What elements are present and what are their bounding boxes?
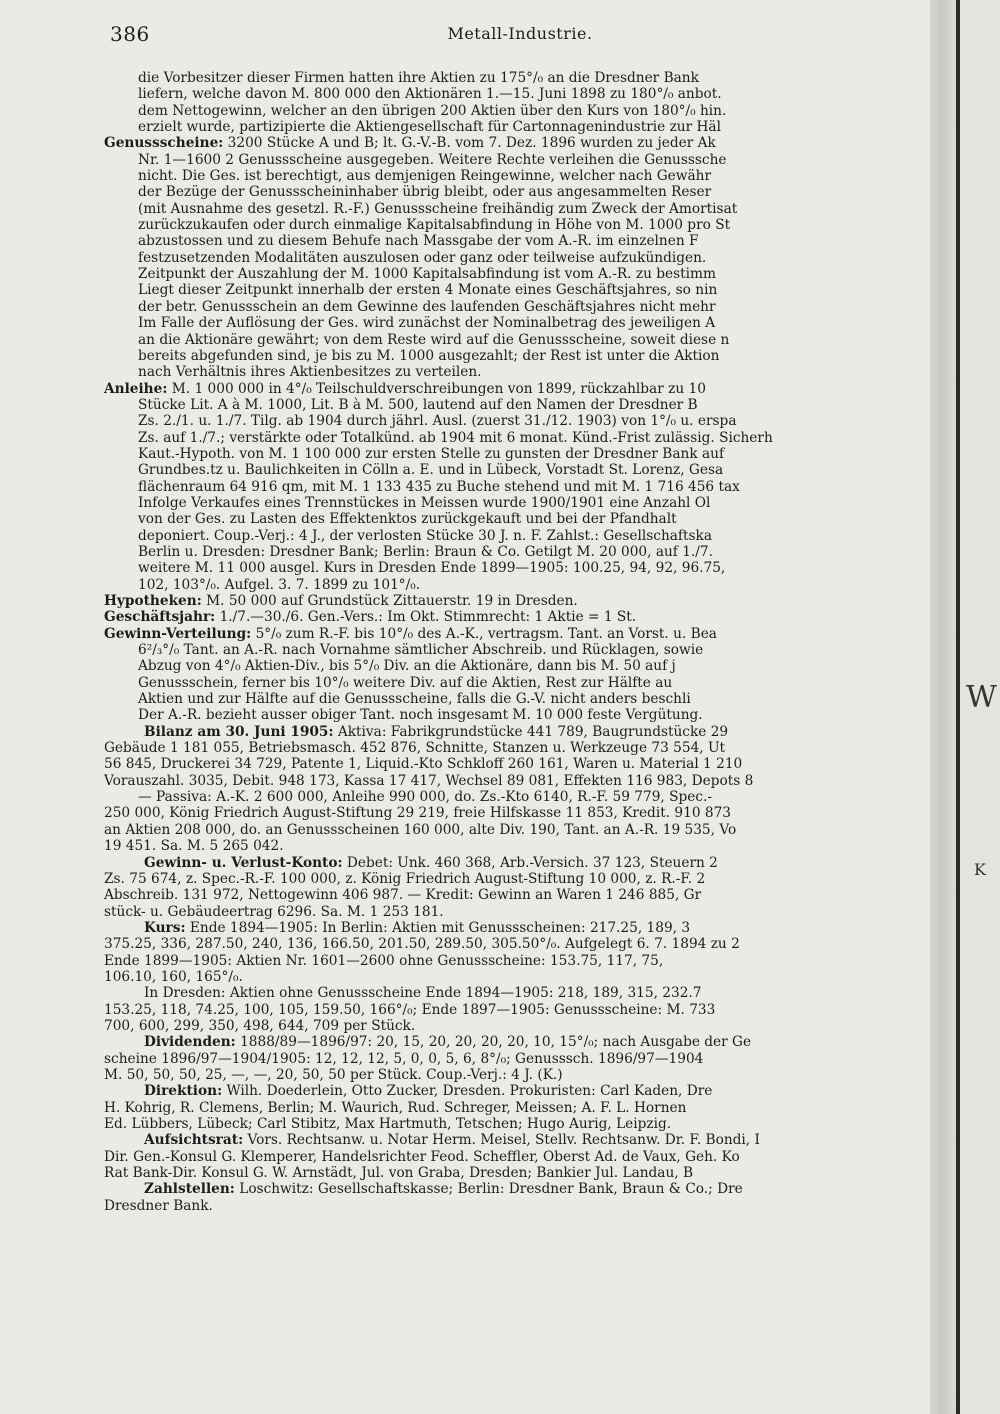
text-line [104,103,918,119]
text-line [104,1002,918,1018]
line-text: an Aktien 208 000, do. an Genussscheinen 160 000, alte Div. 190, Tant. an A.-R. 19 535, Vo [104,821,737,838]
line-text: Ed. Lübbers, Lübeck; Carl Stibitz, Max Hartmuth, Tetschen; Hugo Aurig, Leipzig. [104,1116,672,1132]
line-text: — Passiva: A.-K. 2 600 000, Anleihe 990 000, do. Zs.-Kto 6140, R.-F. 59 779, Spec.- [138,789,712,806]
line-text: flächenraum 64 916 qm, mit M. 1 133 435 zu Buche stehend und mit M. 1 716 456 tax [138,478,740,495]
line-text: liefern, welche davon M. 800 000 den Aktionären 1.—15. Juni 1898 zu 180°/₀ anbot. [138,86,722,103]
line-text: Ende 1894—1905: In Berlin: Aktien mit Genussscheinen: 217.25, 189, 3 [185,919,691,936]
text-line [104,1149,918,1165]
line-text: 106.10, 160, 165°/₀. [104,968,243,985]
line-text: bereits abgefunden sind, je bis zu M. 1000 ausgezahlt; der Rest ist unter die Aktion [138,347,720,364]
text-line [104,364,918,380]
text-line [104,756,918,772]
line-text: 153.25, 118, 74.25, 100, 105, 159.50, 166°/₀; Ende 1897—1905: Genussscheine: M. 733 [104,1001,716,1018]
line-text: dem Nettogewinn, welcher an den übrigen 200 Aktien über den Kurs von 180°/₀ hin. [138,102,727,119]
line-text: Grundbes.tz u. Baulichkeiten in Cölln a. E. und in Lübeck, Vorstadt St. Lorenz, Gesa [138,462,724,479]
text-line [104,1165,918,1181]
line-text: Vorauszahl. 3035, Debit. 948 173, Kassa 17 417, Wechsel 89 081, Effekten 116 983, Depots 8 [104,772,754,789]
line-text: Gebäude 1 181 055, Betriebsmasch. 452 876, Schnitte, Stanzen u. Werkzeuge 73 554, Ut [104,740,726,757]
text-line [104,577,918,593]
line-text: Infolge Verkaufes eines Trennstückes in Meissen wurde 1900/1901 eine Anzahl Ol [138,494,711,511]
line-text: Wilh. Doederlein, Otto Zucker, Dresden. Prokuristen: Carl Kaden, Dre [222,1083,713,1100]
text-line [104,511,918,527]
text-line [104,1067,918,1083]
line-text: M. 1 000 000 in 4°/₀ Teilschuldverschreibungen von 1899, rückzahlbar zu 10 [167,380,706,397]
line-text: Zs. 2./1. u. 1./7. Tilg. ab 1904 durch jährl. Ausl. (zuerst 31./12. 1903) von 1°/₀ u. erspa [138,413,737,430]
line-text: der Bezüge der Genussscheininhaber übrig bleibt, oder aus angesammelten Reser [138,184,712,201]
line-text: Vors. Rechtsanw. u. Notar Herm. Meisel, Stellv. Rechtsanw. Dr. F. Bondi, I [243,1132,760,1149]
text-line [104,887,918,903]
line-text: Der A.-R. bezieht ausser obiger Tant. noch insgesamt M. 10 000 feste Vergütung. [138,707,703,724]
section-label: Anleihe: [104,380,168,397]
line-text: 3200 Stücke A und B; lt. G.-V.-B. vom 7. Dez. 1896 wurden zu jeder Ak [223,135,716,152]
text-line [104,430,918,446]
text-line [104,953,918,969]
text-line [104,217,918,233]
line-text: Dresdner Bank. [104,1197,213,1214]
line-text: Dir. Gen.-Konsul G. Klemperer, Handelsrichter Feod. Scheffler, Oberst Ad. de Vaux, Geh. Ko [104,1148,740,1165]
text-line [104,773,918,789]
section-label: Geschäftsjahr: [104,609,216,626]
section-heading-line [104,593,918,609]
text-line [104,184,918,200]
text-line [104,560,918,576]
line-text: Aktiva: Fabrikgrundstücke 441 789, Baugrundstücke 29 [333,723,729,740]
text-line [104,904,918,920]
running-title: Metall-Industrie. [447,24,593,43]
line-text: H. Kohrig, R. Clemens, Berlin; M. Waurich, Rud. Schreger, Meissen; A. F. L. Hornen [104,1099,687,1116]
text-line [104,740,918,756]
line-text: 6²/₃°/₀ Tant. an A.-R. nach Vornahme sämtlicher Abschreib. und Rücklagen, sowie [138,642,704,659]
section-heading-line [104,1034,918,1050]
text-line [104,233,918,249]
line-text: 1./7.—30./6. Gen.-Vers.: Im Okt. Stimmrecht: 1 Aktie = 1 St. [215,609,637,626]
section-heading-line [104,609,918,625]
line-text: erzielt wurde, partizipierte die Aktiengesellschaft für Cartonnagenindustrie zur Häl [138,119,721,136]
section-heading-line [104,135,918,151]
text-line [104,152,918,168]
text-line [104,1198,918,1214]
text-line [104,86,918,102]
text-line [104,969,918,985]
line-text: 5°/₀ zum R.-F. bis 10°/₀ des A.-K., vertragsm. Tant. an Vorst. u. Bea [251,625,717,642]
text-line [104,446,918,462]
text-line [104,495,918,511]
section-label: Aufsichtsrat: [144,1132,244,1149]
line-text: festzusetzenden Modalitäten auszulosen oder ganz oder teilweise aufzukündigen. [138,249,707,266]
line-text: weitere M. 11 000 ausgel. Kurs in Dresden Ende 1899—1905: 100.25, 94, 92, 96.75, [138,560,726,577]
line-text: nach Verhältnis ihres Aktienbesitzes zu verteilen. [138,364,482,381]
line-text: 102, 103°/₀. Aufgel. 3. 7. 1899 zu 101°/₀. [138,576,421,593]
text-line [104,1116,918,1132]
line-text: Zs. auf 1./7.; verstärkte oder Totalkünd. ab 1904 mit 6 monat. Künd.-Frist zulässig. Sicherh [138,429,773,446]
line-text: 56 845, Druckerei 34 729, Patente 1, Liquid.-Kto Schkloff 260 161, Waren u. Material 1 210 [104,756,743,773]
line-text: Liegt dieser Zeitpunkt innerhalb der ersten 4 Monate eines Geschäftsjahres, so nin [138,282,718,299]
neighbor-fragment: K [974,860,986,879]
section-label: Hypotheken: [104,593,202,609]
page-header [110,22,930,50]
section-heading-line [104,724,918,740]
line-text: der betr. Genussschein an dem Gewinne des laufenden Geschäftsjahres nicht mehr [138,298,716,315]
text-line [104,528,918,544]
line-text: Nr. 1—1600 2 Genussscheine ausgegeben. Weitere Rechte verleihen die Genusssche [138,151,727,168]
text-line [104,1051,918,1067]
text-line [104,119,918,135]
section-label: Direktion: [144,1083,223,1100]
line-text: 1888/89—1896/97: 20, 15, 20, 20, 20, 20, 10, 15°/₀; nach Ausgabe der Ge [235,1034,752,1051]
line-text: M. 50 000 auf Grundstück Zittauerstr. 19 in Dresden. [201,593,578,609]
line-text: Ende 1899—1905: Aktien Nr. 1601—2600 ohne Genussscheine: 153.75, 117, 75, [104,952,664,969]
line-text: M. 50, 50, 50, 25, —, —, 20, 50, 50 per Stück. Coup.-Verj.: 4 J. (K.) [104,1066,563,1083]
text-line [104,675,918,691]
text-line [104,691,918,707]
line-text: scheine 1896/97—1904/1905: 12, 12, 12, 5, 0, 0, 5, 6, 8°/₀; Genusssch. 1896/97—1904 [104,1050,704,1067]
line-text: Rat Bank-Dir. Konsul G. W. Arnstädt, Jul. von Graba, Dresden; Bankier Jul. Landau, B [104,1165,694,1182]
text-line [104,707,918,723]
line-text: an die Aktionäre gewährt; von dem Reste wird auf die Genussscheine, soweit diese n [138,331,730,348]
text-line [104,871,918,887]
line-text: (mit Ausnahme des gesetzl. R.-F.) Genussscheine freihändig zum Zweck der Amortisat [138,200,738,217]
text-line [104,397,918,413]
line-text: Stücke Lit. A à M. 1000, Lit. B à M. 500, lautend auf den Namen der Dresdner B [138,396,698,413]
line-text: abzustossen und zu diesem Behufe nach Massgabe der vom A.-R. im einzelnen F [138,233,699,250]
text-line [104,413,918,429]
neighbor-page-edge [960,0,1000,1414]
section-heading-line [104,920,918,936]
line-text: Debet: Unk. 460 368, Arb.-Versich. 37 123, Steuern 2 [342,854,718,871]
section-label: Gewinn- u. Verlust-Konto: [144,854,343,871]
section-heading-line [104,1083,918,1099]
text-line [104,789,918,805]
text-line [104,266,918,282]
line-text: 19 451. Sa. M. 5 265 042. [104,838,284,855]
line-text: nicht. Die Ges. ist berechtigt, aus demjenigen Reingewinne, welcher nach Gewähr [138,168,712,185]
line-text: 250 000, König Friedrich August-Stiftung 29 219, freie Hilfskasse 11 853, Kredit. 910 873 [104,805,732,822]
text-line [104,348,918,364]
text-line [104,936,918,952]
text-line [104,822,918,838]
line-text: von der Ges. zu Lasten des Effektenktos zurückgekauft und bei der Pfandhalt [138,511,677,528]
line-text: Berlin u. Dresden: Dresdner Bank; Berlin: Braun & Co. Getilgt M. 20 000, auf 1./7. [138,543,713,560]
section-label: Kurs: [144,919,186,936]
text-line [104,168,918,184]
text-line [104,985,918,1001]
text-line [104,479,918,495]
line-text: deponiert. Coup.-Verj.: 4 J., der verlosten Stücke 30 J. n. F. Zahlst.: Gesellschaftska [138,527,712,544]
page-number: 386 [110,22,150,46]
line-text: 375.25, 336, 287.50, 240, 136, 166.50, 201.50, 289.50, 305.50°/₀. Aufgelegt 6. 7. 1894 zu 2 [104,936,740,953]
line-text: 700, 600, 299, 350, 498, 644, 709 per Stück. [104,1017,416,1034]
text-line [104,201,918,217]
line-text: Im Falle der Auflösung der Ges. wird zunächst der Nominalbetrag des jeweiligen A [138,315,716,332]
text-line [104,70,918,86]
line-text: Aktien und zur Hälfte auf die Genussscheine, falls die G.-V. nicht anders beschli [138,691,691,708]
section-label: Genussscheine: [104,135,224,152]
section-heading-line [104,855,918,871]
text-line [104,299,918,315]
text-line [104,462,918,478]
text-line [104,642,918,658]
line-text: Abzug von 4°/₀ Aktien-Div., bis 5°/₀ Div. an die Aktionäre, dann bis M. 50 auf j [138,658,676,675]
text-line [104,544,918,560]
line-text: Genussschein, ferner bis 10°/₀ weitere Div. auf die Aktien, Rest zur Hälfte au [138,674,673,691]
line-text: Loschwitz: Gesellschaftskasse; Berlin: Dresdner Bank, Braun & Co.; Dre [234,1181,743,1198]
line-text: zurückzukaufen oder durch einmalige Kapitalsabfindung in Höhe von M. 1000 pro St [138,217,731,234]
text-line [104,1100,918,1116]
document-body [104,70,918,1214]
section-label: Bilanz am 30. Juni 1905: [144,723,334,740]
section-heading-line [104,381,918,397]
line-text: stück- u. Gebäudeertrag 6296. Sa. M. 1 253 181. [104,903,444,920]
line-text: Abschreib. 131 972, Nettogewinn 406 987. — Kredit: Gewinn an Waren 1 246 885, Gr [104,887,702,904]
text-line [104,250,918,266]
section-label: Gewinn-Verteilung: [104,625,252,642]
text-line [104,315,918,331]
section-label: Dividenden: [144,1034,236,1051]
text-line [104,805,918,821]
section-heading-line [104,1132,918,1148]
text-line [104,658,918,674]
text-line [104,282,918,298]
text-line [104,332,918,348]
line-text: die Vorbesitzer dieser Firmen hatten ihre Aktien zu 175°/₀ an die Dresdner Bank [138,70,699,86]
text-line [104,838,918,854]
line-text: Kaut.-Hypoth. von M. 1 100 000 zur ersten Stelle zu gunsten der Dresdner Bank auf [138,445,725,462]
line-text: In Dresden: Aktien ohne Genussscheine Ende 1894—1905: 218, 189, 315, 232.7 [144,985,702,1002]
text-line [104,1018,918,1034]
page-gutter [930,0,956,1414]
section-heading-line [104,626,918,642]
section-label: Zahlstellen: [144,1181,235,1198]
neighbor-fragment: W [966,680,997,715]
line-text: Zs. 75 674, z. Spec.-R.-F. 100 000, z. König Friedrich August-Stiftung 10 000, z. R.-F. 2 [104,870,706,887]
line-text: Zeitpunkt der Auszahlung der M. 1000 Kapitalsabfindung ist vom A.-R. zu bestimm [138,266,716,283]
section-heading-line [104,1181,918,1197]
